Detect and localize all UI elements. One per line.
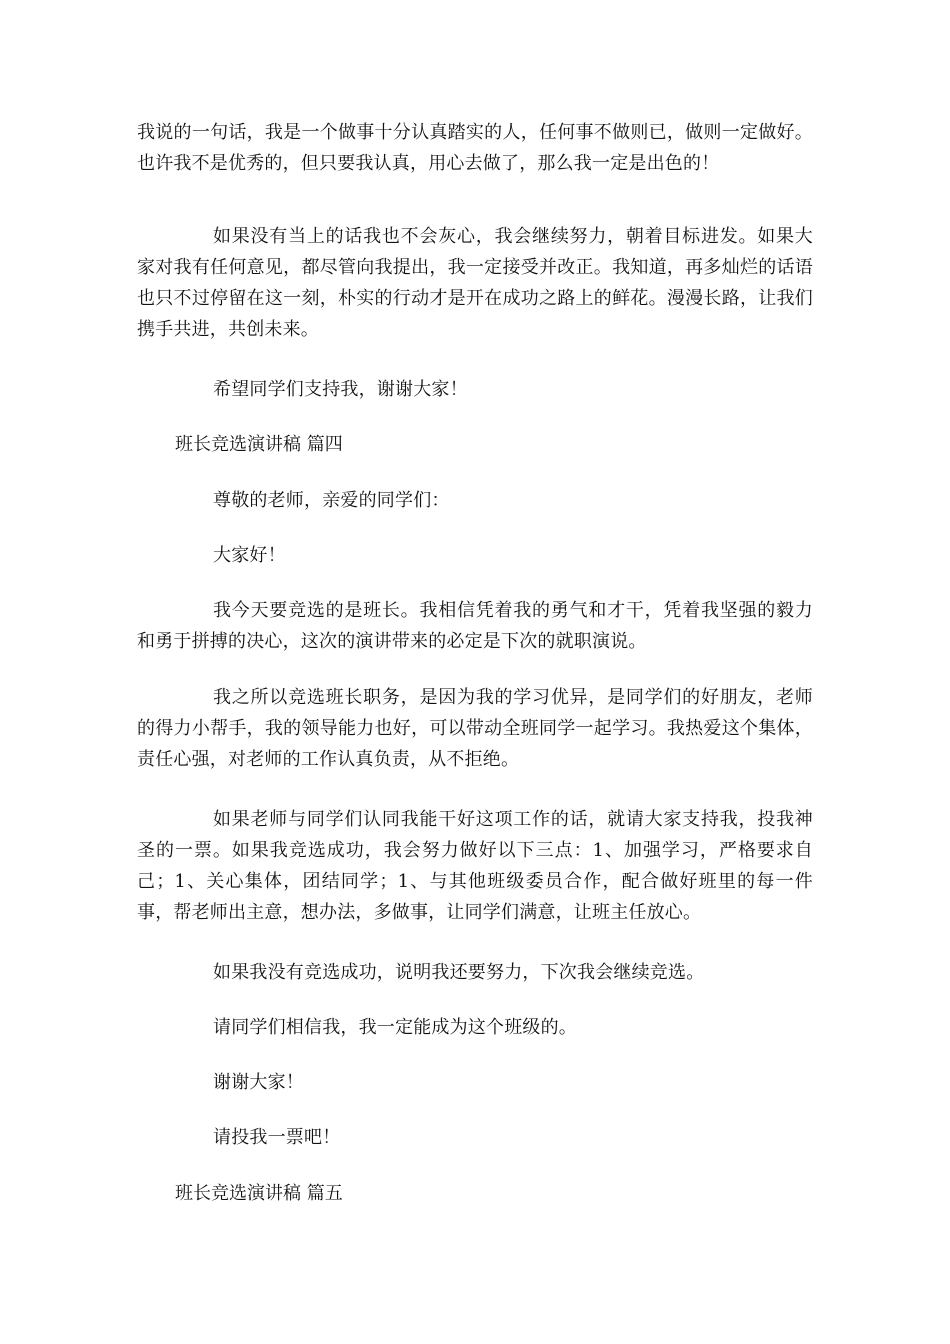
section-heading-5: 班长竞选演讲稿 篇五 xyxy=(175,1183,343,1204)
paragraph-6: 我今天要竞选的是班长。我相信凭着我的勇气和才干，凭着我坚强的毅力和勇于拼搏的决心，这次的演讲带来的必定是下次的就职演说。 xyxy=(137,600,813,652)
paragraph-11: 谢谢大家！ xyxy=(213,1072,304,1093)
paragraph-12: 请投我一票吧！ xyxy=(213,1127,341,1148)
paragraph-4: 尊敬的老师，亲爱的同学们： xyxy=(213,490,450,511)
paragraph-7: 我之所以竞选班长职务，是因为我的学习优异，是同学们的好朋友，老师的得力小帮手，我的领导能力也好，可以带动全班同学一起学习。我热爱这个集体，责任心强，对老师的工作认真负责，从不拒绝。 xyxy=(137,687,813,770)
paragraph-2: 如果没有当上的话我也不会灰心，我会继续努力，朝着目标进发。如果大家对我有任何意见，都尽管向我提出，我一定接受并改正。我知道，再多灿烂的话语也只不过停留在这一刻，朴实的行动才是开在成功之路上的鲜花。漫漫长路，让我们携手共进，共创未来。 xyxy=(137,226,813,340)
paragraph-10: 请同学们相信我，我一定能成为这个班级的。 xyxy=(213,1017,577,1038)
paragraph-8: 如果老师与同学们认同我能干好这项工作的话，就请大家支持我，投我神圣的一票。如果我竞选成功，我会努力做好以下三点：1、加强学习，严格要求自己；1、关心集体，团结同学；1、与其他班级委员合作，配合做好班里的每一件事，帮老师出主意，想办法，多做事，让同学们满意，让班主任放心。 xyxy=(137,809,813,923)
section-heading-4: 班长竞选演讲稿 篇四 xyxy=(175,434,343,455)
paragraph-5: 大家好！ xyxy=(213,545,286,566)
paragraph-9: 如果我没有竞选成功，说明我还要努力，下次我会继续竞选。 xyxy=(213,962,705,983)
paragraph-3: 希望同学们支持我，谢谢大家！ xyxy=(213,379,468,400)
paragraph-1: 我说的一句话，我是一个做事十分认真踏实的人，任何事不做则已，做则一定做好。也许我不是优秀的，但只要我认真，用心去做了，那么我一定是出色的！ xyxy=(137,122,813,174)
